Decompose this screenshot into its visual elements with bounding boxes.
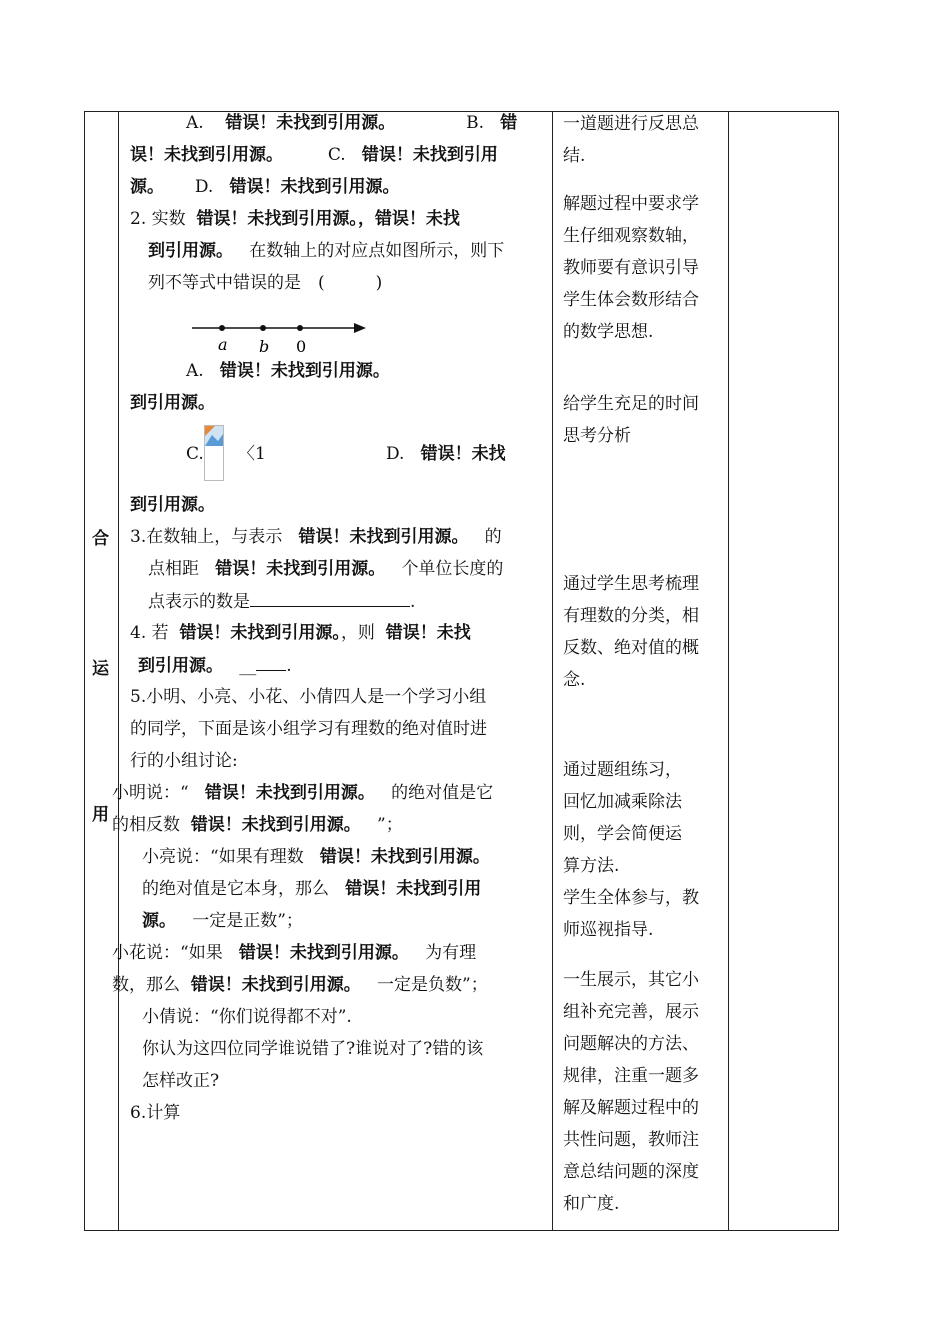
side-label-he: 合	[92, 529, 109, 549]
q4-line2: 到引用源。 __ .	[138, 656, 292, 676]
table-divider	[118, 111, 119, 1231]
side-label-yong: 用	[92, 805, 109, 825]
q6-line: 6.计算	[130, 1103, 181, 1123]
side-label-yun: 运	[92, 659, 109, 679]
q5-hua-line2: 数，那么 错误！未找到引用源。 一定是负数”；	[112, 975, 488, 995]
q5-line2: 的同学，下面是该小组学习有理数的绝对值时进	[130, 719, 487, 739]
q2-line3: 列不等式中错误的是 ( )	[148, 273, 383, 293]
table-divider	[552, 111, 553, 1231]
q2-option-d: D. 错误！未找	[386, 444, 506, 464]
q5-liang-line3: 源。 一定是正数”；	[142, 911, 303, 931]
note-practice: 通过题组练习， 回忆加减乘除法 则，学会简便运 算方法. 学生全体参与，教 师巡视指导.	[563, 760, 699, 940]
q5-liang-line1: 小亮说：“如果有理数 错误！未找到引用源。	[142, 847, 490, 867]
q5-line3: 行的小组讨论:	[130, 751, 238, 771]
note-classification: 通过学生思考梳理 有理数的分类，相 反数、绝对值的概 念.	[563, 574, 699, 690]
image-icon	[205, 426, 223, 446]
q1-options-line3: 源。 D. 错误！未找到引用源。	[130, 177, 400, 197]
q1-options-line1: A. 错误！未找到引用源。 B. 错	[186, 113, 518, 133]
q5-line1: 5.小明、小亮、小花、小倩四人是一个学习小组	[130, 687, 487, 707]
q2-line2: 到引用源。 在数轴上的对应点如图所示，则下	[148, 241, 505, 261]
q1-options-line2: 误！未找到引用源。 C. 错误！未找到引用	[130, 145, 498, 165]
q5-question-line2: 怎样改正?	[142, 1071, 220, 1091]
q5-liang-line2: 的绝对值是它本身，那么 错误！未找到引用	[142, 879, 482, 899]
note-presentation: 一生展示，其它小 组补充完善，展示 问题解决的方法、 规律，注重一题多 解及解题过程中的 共性问题，教师注 意总结问题的深度 和广度.	[563, 970, 699, 1214]
note-reflection: 一道题进行反思总 结.	[563, 114, 699, 166]
answer-blank	[256, 654, 286, 671]
q2-option-c: C.	[186, 444, 204, 464]
note-number-line: 解题过程中要求学 生仔细观察数轴， 教师要有意识引导 学生体会数形结合 的数学思想.	[563, 194, 699, 342]
q5-question-line1: 你认为这四位同学谁说错了?谁说对了?错的该	[142, 1039, 484, 1059]
point-zero	[297, 325, 303, 331]
number-line-arrow	[354, 323, 366, 333]
q2-option-b: 到引用源。	[130, 393, 215, 413]
answer-blank	[250, 590, 410, 607]
label-b: b	[259, 337, 270, 356]
q3-line2: 点相距 错误！未找到引用源。 个单位长度的	[148, 559, 504, 579]
q2-option-a: A. 错误！未找到引用源。	[186, 361, 390, 381]
number-line-figure	[190, 316, 370, 358]
q3-line1: 3.在数轴上，与表示 错误！未找到引用源。 的	[130, 527, 502, 547]
q5-ming-line1: 小明说：“ 错误！未找到引用源。 的绝对值是它	[112, 783, 494, 803]
label-zero: 0	[296, 337, 307, 356]
q5-ming-line2: 的相反数 错误！未找到引用源。 ”；	[112, 815, 403, 835]
q2-option-d-tail: 到引用源。	[130, 495, 215, 515]
q2-line1: 2. 实数 错误！未找到引用源。，错误！未找	[130, 209, 460, 229]
q4-line1: 4. 若 错误！未找到引用源。，则 错误！未找	[130, 623, 471, 643]
q2-option-c-tail: 〈1	[238, 444, 266, 464]
q5-hua-line1: 小花说：“如果 错误！未找到引用源。 为有理	[112, 943, 477, 963]
q5-qian-line: 小倩说：“你们说得都不对”.	[142, 1007, 352, 1027]
point-b	[260, 325, 266, 331]
note-thinking-time: 给学生充足的时间 思考分析	[563, 394, 699, 446]
point-a	[219, 325, 225, 331]
label-a: a	[218, 335, 228, 354]
broken-image-placeholder	[204, 425, 224, 481]
q3-line3: 点表示的数是 .	[148, 592, 416, 612]
